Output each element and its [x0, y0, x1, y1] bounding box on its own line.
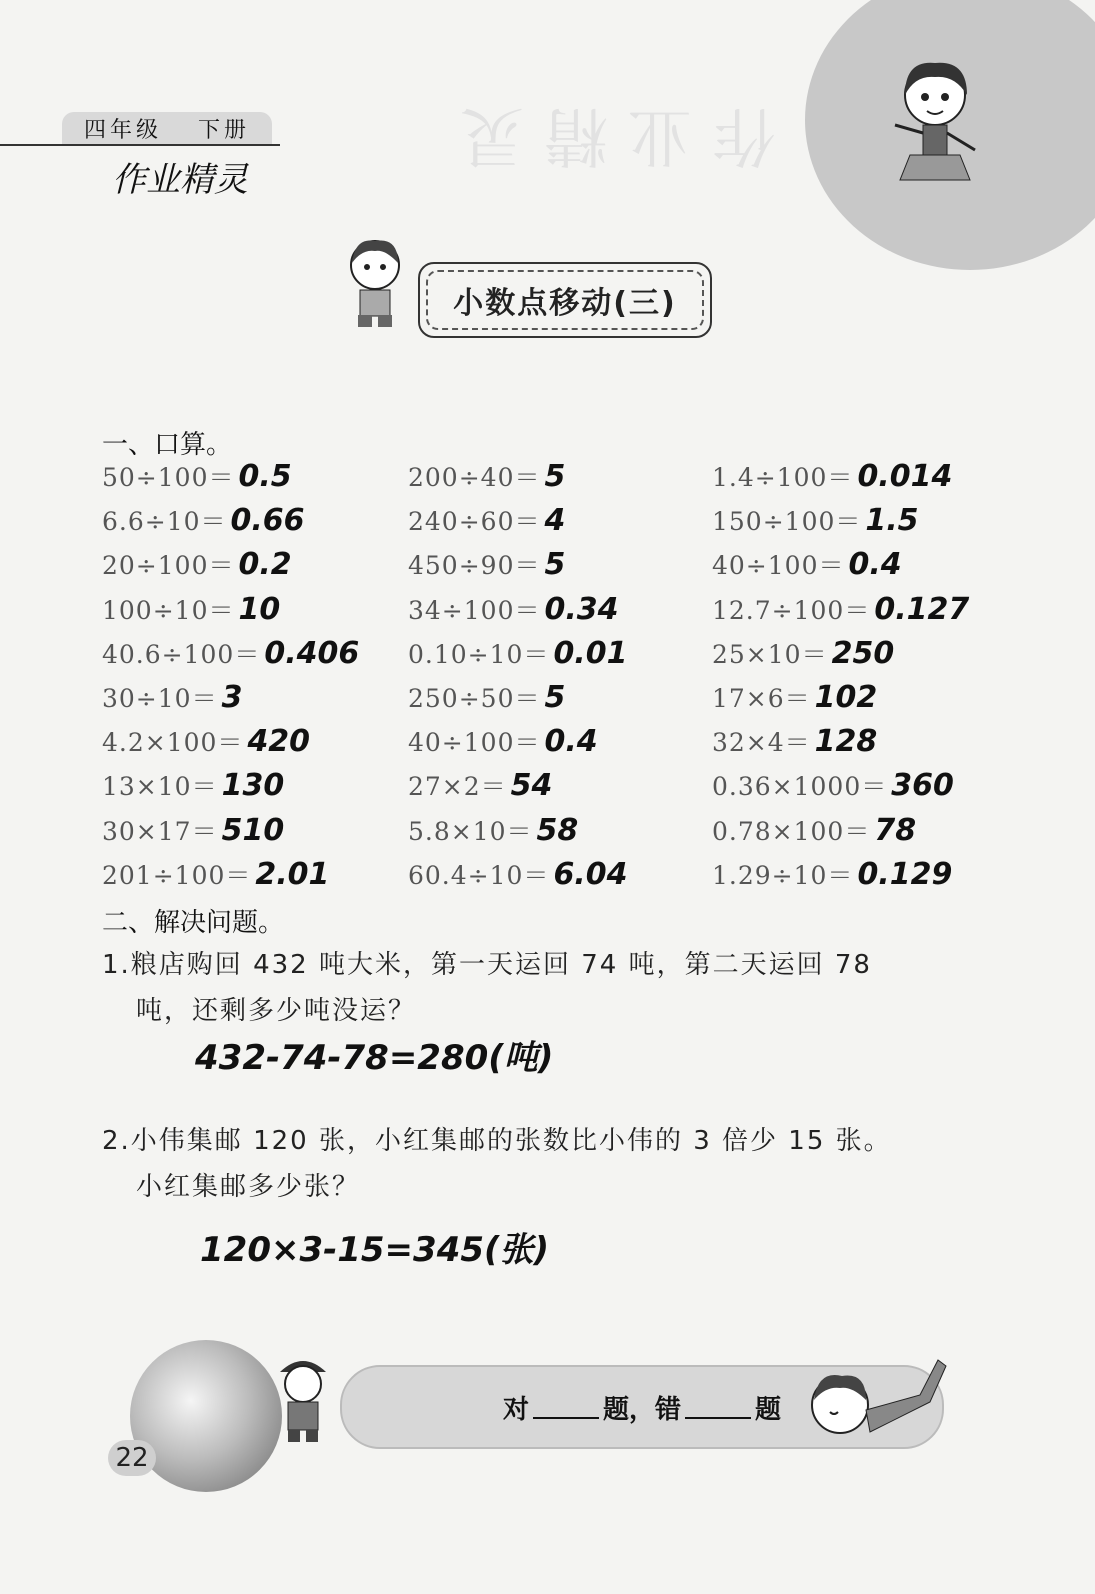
arithmetic-expression: 60.4÷10＝ [408, 860, 550, 890]
brand-handwriting: 作业精灵 [112, 160, 248, 200]
arithmetic-row [0, 679, 1095, 723]
arithmetic-row [0, 458, 1095, 502]
arithmetic-expression: 250÷50＝ [408, 684, 541, 713]
handwritten-answer: 0.014 [857, 459, 953, 494]
arithmetic-row [0, 812, 1095, 856]
arithmetic-item [408, 767, 552, 803]
arithmetic-expression: 0.78×100＝ [712, 816, 871, 846]
arithmetic-item [408, 856, 627, 892]
arithmetic-expression: 40÷100＝ [408, 728, 541, 758]
arithmetic-expression: 100÷10＝ [102, 595, 235, 625]
problem2-line1: 2.小伟集邮 120 张，小红集邮的张数比小伟的 3 倍少 15 张。 [102, 1126, 892, 1156]
handwritten-answer: 360 [891, 768, 954, 804]
arithmetic-item [712, 502, 919, 538]
lesson-title-frame [418, 262, 712, 338]
section2-heading: 二、解决问题。 [102, 908, 285, 938]
arithmetic-item [712, 856, 952, 892]
arithmetic-item [408, 679, 565, 715]
arithmetic-item [408, 635, 627, 671]
handwritten-answer: 0.5 [238, 459, 292, 494]
arithmetic-item [102, 679, 242, 715]
arithmetic-item [712, 679, 877, 715]
arithmetic-item [712, 591, 969, 627]
handwritten-answer: 5 [544, 547, 566, 583]
arithmetic-item [712, 812, 916, 848]
problem1-line2: 吨，还剩多少吨没运？ [136, 996, 417, 1026]
watermark: 作业精灵 [440, 98, 776, 172]
arithmetic-expression: 32×4＝ [712, 728, 811, 758]
handwritten-answer: 0.406 [264, 635, 360, 671]
handwritten-answer: 0.01 [553, 635, 628, 671]
girl-illustration [875, 55, 1005, 195]
arithmetic-item [408, 502, 565, 538]
handwritten-answer: 0.129 [857, 856, 953, 892]
handwritten-answer: 6.04 [553, 856, 628, 892]
lesson-title: 小数点移动(三) [453, 286, 677, 321]
arithmetic-expression: 0.10÷10＝ [408, 639, 550, 669]
handwritten-answer: 102 [814, 680, 878, 715]
arithmetic-item [102, 812, 284, 848]
handwritten-answer: 3 [221, 680, 243, 715]
arithmetic-row [0, 856, 1095, 900]
arithmetic-item [102, 502, 305, 538]
handwritten-answer: 78 [874, 812, 917, 848]
arithmetic-item [102, 458, 292, 494]
arithmetic-item [102, 635, 359, 671]
arithmetic-expression: 40÷100＝ [712, 551, 845, 581]
arithmetic-item [408, 591, 619, 627]
arithmetic-item [408, 812, 578, 848]
handwritten-answer: 0.4 [848, 547, 902, 583]
arithmetic-expression: 30×17＝ [102, 816, 218, 846]
arithmetic-row [0, 723, 1095, 767]
arithmetic-expression: 34÷100＝ [408, 595, 541, 625]
arithmetic-expression: 4.2×100＝ [102, 728, 244, 758]
handwritten-answer: 58 [536, 812, 579, 848]
handwritten-answer: 130 [221, 768, 285, 804]
arithmetic-row [0, 591, 1095, 635]
handwritten-answer: 510 [221, 812, 285, 848]
arithmetic-row [0, 502, 1095, 546]
problem1-answer: 432-74-78=280(吨) [195, 1038, 554, 1078]
arithmetic-expression: 0.36×1000＝ [712, 772, 888, 802]
handwritten-answer: 10 [238, 591, 281, 627]
handwritten-answer: 0.34 [544, 591, 619, 627]
header-rule [0, 144, 280, 146]
grade-label: 四年级 [83, 117, 162, 143]
arithmetic-row [0, 635, 1095, 679]
wrong-label: 题，错 [602, 1394, 681, 1425]
arithmetic-item [102, 723, 310, 759]
arithmetic-expression: 1.4÷100＝ [712, 463, 854, 492]
arithmetic-item [712, 546, 902, 582]
correct-count-blank[interactable] [533, 1395, 599, 1419]
arithmetic-expression: 200÷40＝ [408, 463, 541, 492]
arithmetic-expression: 12.7÷100＝ [712, 595, 871, 625]
arithmetic-item [102, 591, 280, 627]
arithmetic-expression: 27×2＝ [408, 772, 507, 802]
arithmetic-expression: 50÷100＝ [102, 463, 235, 492]
arithmetic-item [102, 856, 329, 892]
handwritten-answer: 1.5 [865, 503, 919, 539]
handwritten-answer: 128 [814, 724, 878, 760]
volume-label: 下册 [198, 117, 251, 143]
handwritten-answer: 5 [544, 459, 566, 494]
arithmetic-expression: 20÷100＝ [102, 551, 235, 581]
handwritten-answer: 54 [510, 768, 553, 804]
arithmetic-item [408, 723, 598, 759]
handwritten-answer: 0.2 [238, 547, 292, 583]
arithmetic-expression: 40.6÷100＝ [102, 639, 261, 669]
arithmetic-row [0, 767, 1095, 811]
problem1-line1: 1.粮店购回 432 吨大米，第一天运回 74 吨，第二天运回 78 [102, 950, 872, 980]
handwritten-answer: 4 [544, 503, 566, 539]
section1-heading: 一、口算。 [102, 430, 233, 460]
question-label: 题 [755, 1394, 782, 1425]
problem2-answer: 120×3-15=345(张) [200, 1230, 550, 1270]
arithmetic-expression: 150÷100＝ [712, 507, 862, 537]
arithmetic-expression: 201÷100＝ [102, 860, 252, 890]
arithmetic-expression: 25×10＝ [712, 639, 828, 669]
arithmetic-item [712, 458, 952, 494]
arithmetic-expression: 17×6＝ [712, 684, 811, 713]
boy-mascot-illustration [340, 235, 410, 335]
arithmetic-item [712, 767, 954, 803]
arithmetic-expression: 13×10＝ [102, 772, 218, 802]
handwritten-answer: 250 [831, 635, 895, 671]
handwritten-answer: 0.66 [230, 503, 305, 539]
arithmetic-expression: 30÷10＝ [102, 684, 218, 713]
correct-label: 对 [502, 1394, 529, 1425]
arithmetic-expression: 450÷90＝ [408, 551, 541, 581]
wrong-count-blank[interactable] [685, 1395, 751, 1419]
handwritten-answer: 0.4 [544, 724, 598, 760]
arithmetic-row [0, 546, 1095, 590]
arithmetic-item [102, 546, 292, 582]
arithmetic-item [408, 546, 565, 582]
lying-boy-illustration [800, 1340, 950, 1450]
police-kid-illustration [268, 1350, 338, 1445]
arithmetic-expression: 5.8×10＝ [408, 816, 533, 846]
arithmetic-expression: 1.29÷10＝ [712, 860, 854, 890]
arithmetic-item [102, 767, 284, 803]
page-number: 22 [108, 1440, 156, 1476]
problem2-line2: 小红集邮多少张？ [136, 1172, 361, 1202]
arithmetic-item [712, 635, 894, 671]
decorative-ball [130, 1340, 282, 1492]
arithmetic-item [408, 458, 565, 494]
arithmetic-expression: 6.6÷10＝ [102, 507, 227, 537]
arithmetic-item [712, 723, 877, 759]
handwritten-answer: 2.01 [255, 856, 330, 892]
arithmetic-expression: 240÷60＝ [408, 507, 541, 537]
handwritten-answer: 0.127 [874, 591, 970, 627]
handwritten-answer: 5 [544, 680, 566, 715]
handwritten-answer: 420 [247, 724, 311, 760]
grade-tab [62, 112, 272, 144]
